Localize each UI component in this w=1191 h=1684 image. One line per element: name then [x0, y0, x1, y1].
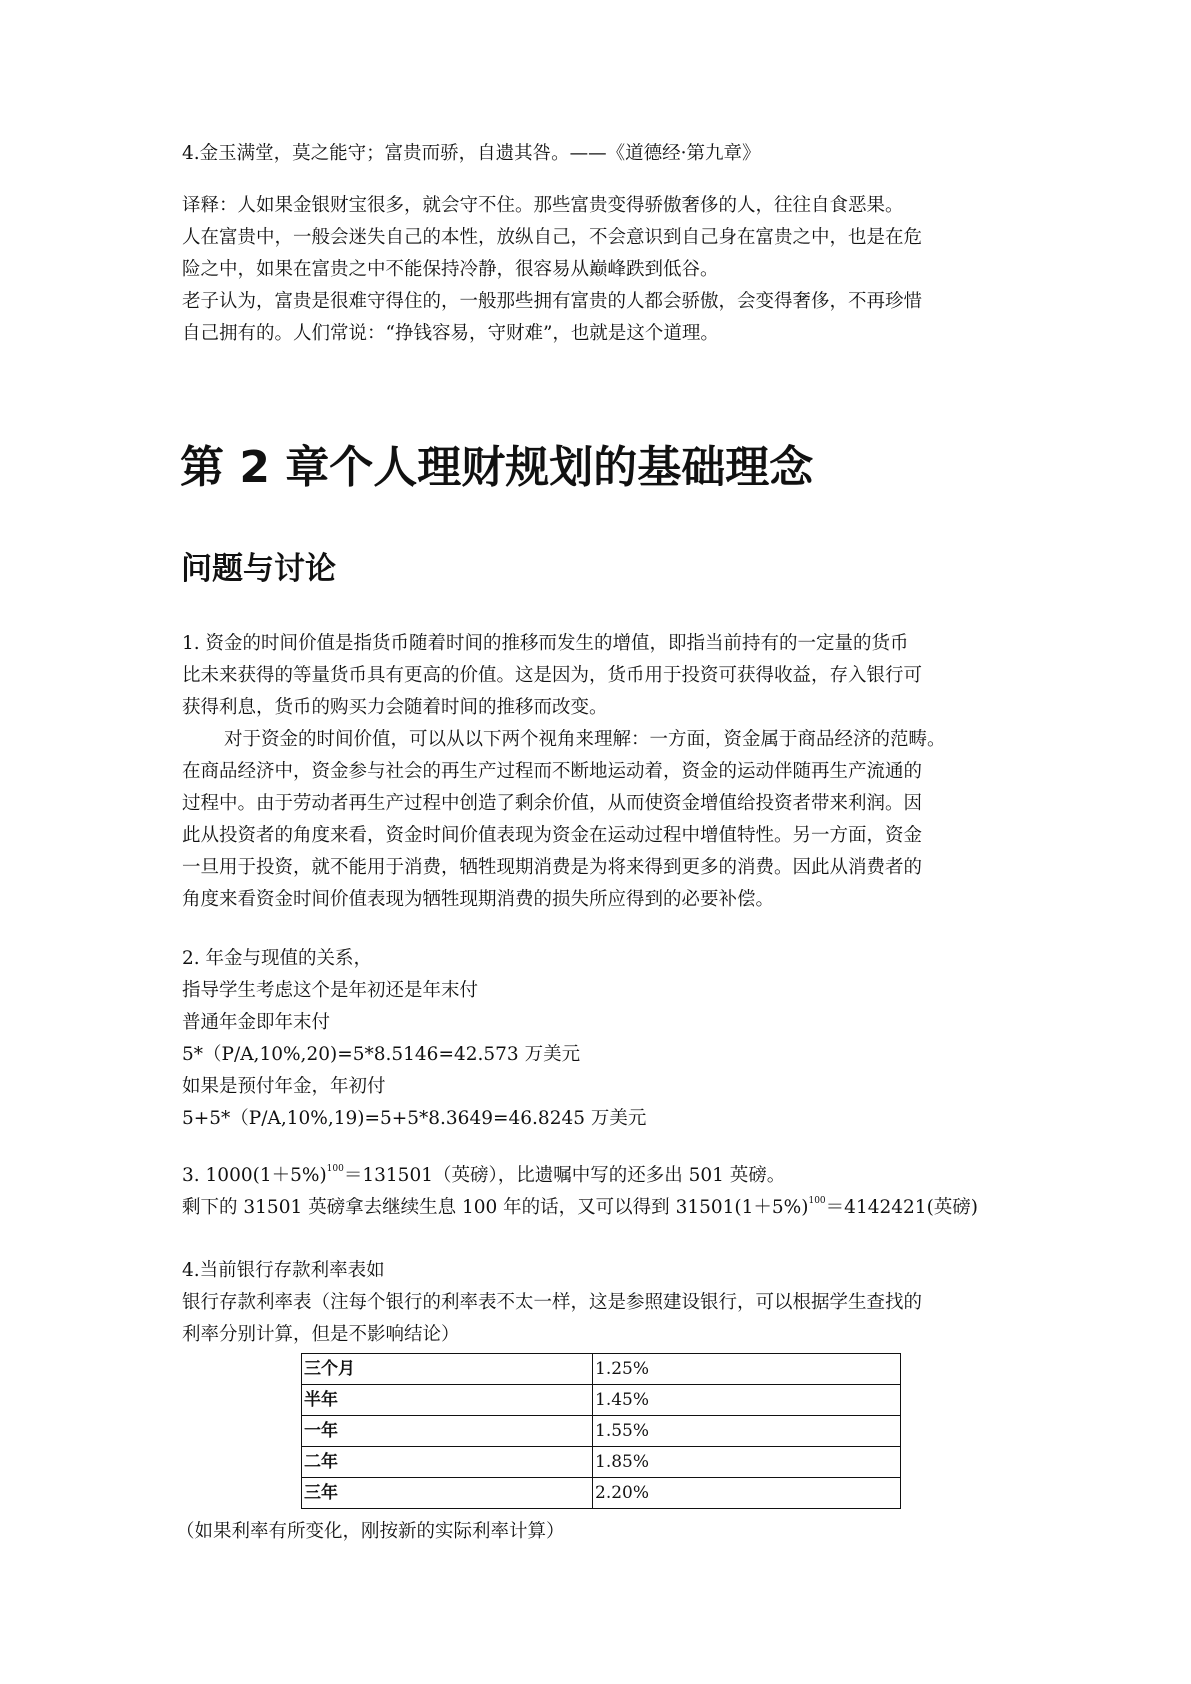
q1-line: 1. 资金的时间价值是指货币随着时间的推移而发生的增值，即指当前持有的一定量的货币: [182, 633, 909, 654]
section-title: 问题与讨论: [181, 551, 336, 587]
table-row: [302, 1385, 901, 1416]
question-1: [182, 628, 1022, 916]
q3-text: ＝131501（英磅），比遗嘱中写的还多出 501 英磅。: [343, 1165, 786, 1186]
rate-note: [176, 1516, 1016, 1548]
q1-line: 比未来获得的等量货币具有更高的价值。这是因为，货币用于投资可获得收益，存入银行可: [182, 665, 923, 686]
q3-line-2: [182, 1192, 1022, 1224]
daodejing-quote: 4.金玉满堂，莫之能守；富贵而骄，自遗其咎。——《道德经·第九章》: [182, 143, 761, 164]
translation-line: 老子认为，富贵是很难守得住的，一般那些拥有富贵的人都会骄傲，会变得奢侈，不再珍惜: [182, 291, 923, 312]
q4-heading: 4.当前银行存款利率表如: [182, 1260, 385, 1281]
q3-exponent: 100: [808, 1196, 826, 1206]
rate-cell: 1.45%: [593, 1385, 901, 1416]
q4-desc-line: 利率分别计算，但是不影响结论）: [182, 1324, 460, 1345]
term-cell: 半年: [302, 1385, 593, 1416]
term-cell: 一年: [302, 1416, 593, 1447]
q2-line: 如果是预付年金，年初付: [182, 1076, 386, 1097]
q1-line: 对于资金的时间价值，可以从以下两个视角来理解：一方面，资金属于商品经济的范畴。: [224, 729, 946, 750]
q1-line: 角度来看资金时间价值表现为牺牲现期消费的损失所应得到的必要补偿。: [182, 889, 775, 910]
q3-line-1: [182, 1160, 1022, 1192]
translation-line: 人在富贵中，一般会迷失自己的本性，放纵自己，不会意识到自己身在富贵之中，也是在危: [182, 227, 923, 248]
chapter-title: 第 2 章个人理财规划的基础理念: [180, 442, 814, 493]
question-4: [182, 1255, 1022, 1351]
table-row: [302, 1447, 901, 1478]
q3-text: ＝4142421(英磅): [825, 1197, 978, 1218]
table-row: [302, 1354, 901, 1385]
q1-line: 在商品经济中，资金参与社会的再生产过程而不断地运动着，资金的运动伴随再生产流通的: [182, 761, 923, 782]
q2-line: 指导学生考虑这个是年初还是年末付: [182, 980, 479, 1001]
q1-line: 一旦用于投资，就不能用于消费，牺牲现期消费是为将来得到更多的消费。因此从消费者的: [182, 857, 923, 878]
note-text: （如果利率有所变化，刚按新的实际利率计算）: [176, 1521, 565, 1542]
translation-line: 自己拥有的。人们常说：“挣钱容易，守财难”，也就是这个道理。: [182, 323, 719, 344]
q1-line: 此从投资者的角度来看，资金时间价值表现为资金在运动过程中增值特性。另一方面，资金: [182, 825, 923, 846]
q3-exponent: 100: [326, 1164, 344, 1174]
rate-cell: 2.20%: [593, 1478, 901, 1509]
q2-line: 普通年金即年末付: [182, 1012, 331, 1033]
table-row: [302, 1416, 901, 1447]
question-3: [182, 1160, 1022, 1224]
rate-cell: 1.25%: [593, 1354, 901, 1385]
term-cell: 三年: [302, 1478, 593, 1509]
q2-formula: 5+5*（P/A,10%,19)=5+5*8.3649=46.8245 万美元: [182, 1108, 647, 1129]
q1-line: 获得利息，货币的购买力会随着时间的推移而改变。: [182, 697, 608, 718]
deposit-rate-table: [301, 1353, 901, 1509]
q1-line: 过程中。由于劳动者再生产过程中创造了剩余价值，从而使资金增值给投资者带来利润。因: [182, 793, 923, 814]
q2-formula: 5*（P/A,10%,20)=5*8.5146=42.573 万美元: [182, 1044, 581, 1065]
rate-cell: 1.85%: [593, 1447, 901, 1478]
term-cell: 三个月: [302, 1354, 593, 1385]
term-cell: 二年: [302, 1447, 593, 1478]
q4-desc-line: 银行存款利率表（注每个银行的利率表不太一样，这是参照建设银行，可以根据学生查找的: [182, 1292, 923, 1313]
rate-cell: 1.55%: [593, 1416, 901, 1447]
translation-line: 译释：人如果金银财宝很多，就会守不住。那些富贵变得骄傲奢侈的人，往往自食恶果。: [182, 195, 904, 216]
q2-line: 2. 年金与现值的关系，: [182, 948, 373, 969]
quote-line: [182, 138, 1022, 170]
table-row: [302, 1478, 901, 1509]
translation-paragraph: [182, 190, 1022, 350]
q3-text: 3. 1000(1＋5%): [182, 1165, 327, 1186]
q3-text: 剩下的 31501 英磅拿去继续生息 100 年的话，又可以得到 31501(1＋5%): [182, 1197, 809, 1218]
question-2: [182, 943, 1022, 1135]
translation-line: 险之中，如果在富贵之中不能保持冷静，很容易从巅峰跌到低谷。: [182, 259, 719, 280]
